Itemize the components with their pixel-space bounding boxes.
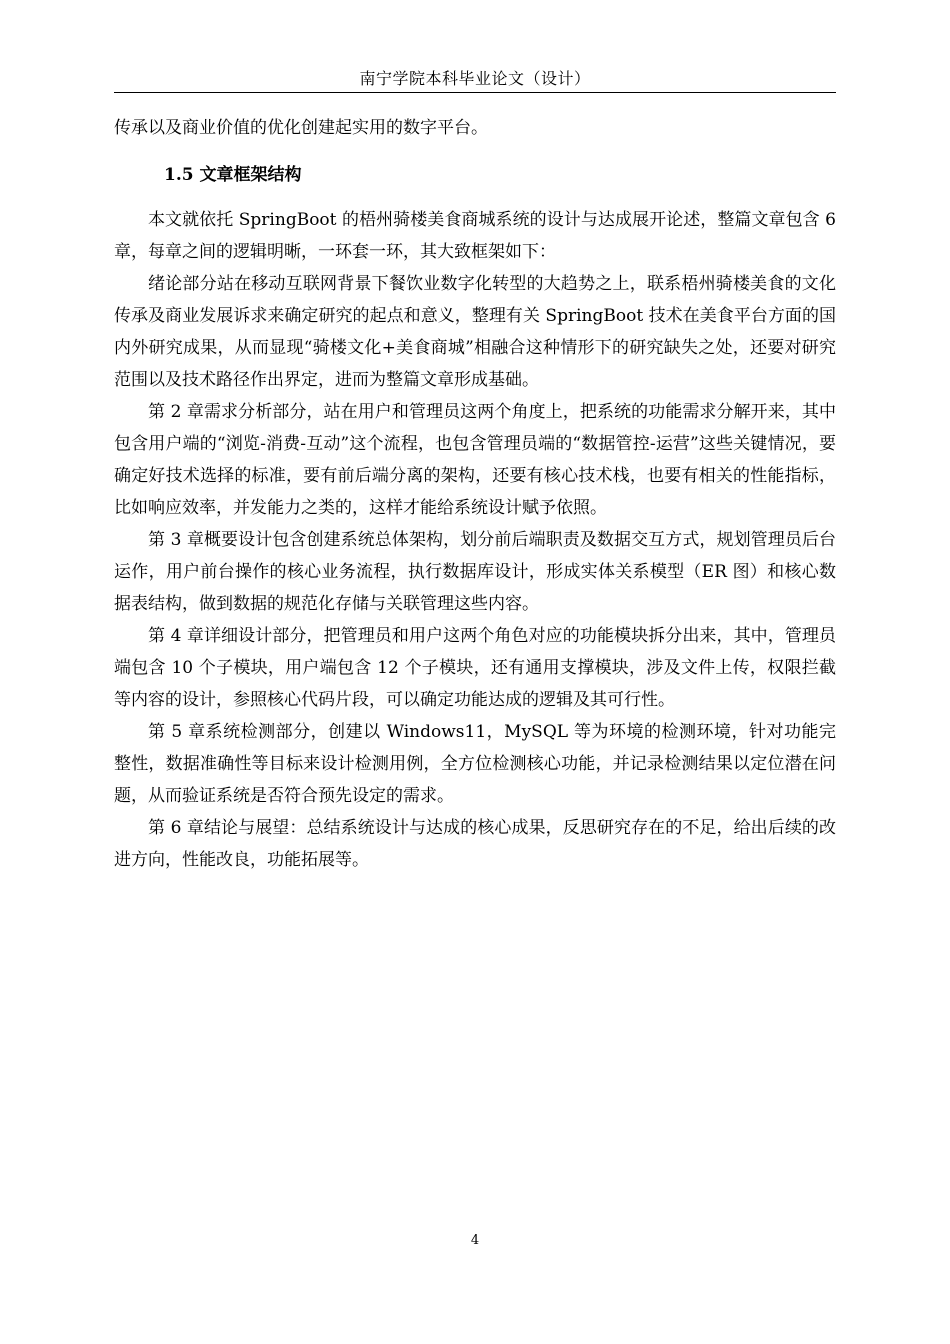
paragraph-chapter-5: 第 5 章系统检测部分，创建以 Windows11，MySQL 等为环境的检测环境，针对功能完整性，数据准确性等目标来设计检测用例，全方位检测核心功能，并记录检测结果以定位潜在问题，从而验证系统是否符合预先设定的需求。 xyxy=(114,722,836,806)
paragraph-chapter-4: 第 4 章详细设计部分，把管理员和用户这两个角色对应的功能模块拆分出来，其中，管理员端包含 10 个子模块，用户端包含 12 个子模块，还有通用支撑模块，涉及文件上传，权限拦截等内容的设计，参照核心代码片段，可以确定功能达成的逻辑及其可行性。 xyxy=(114,626,836,710)
paragraph-chapter-1: 绪论部分站在移动互联网背景下餐饮业数字化转型的大趋势之上，联系梧州骑楼美食的文化传承及商业发展诉求来确定研究的起点和意义，整理有关 SpringBoot 技术在美食平台方面的国内外研究成果，从而显现“骑楼文化+美食商城”相融合这种情形下的研究缺失之处，还要对研究范围以及技术路径作出界定，进而为整篇文章形成基础。 xyxy=(114,274,836,390)
paragraph-intro: 本文就依托 SpringBoot 的梧州骑楼美食商城系统的设计与达成展开论述，整篇文章包含 6 章，每章之间的逻辑明晰，一环套一环，其大致框架如下： xyxy=(114,210,836,262)
page-header xyxy=(114,66,836,93)
page-number: 4 xyxy=(470,1233,480,1248)
paragraph-chapter-2: 第 2 章需求分析部分，站在用户和管理员这两个角度上，把系统的功能需求分解开来，其中包含用户端的“浏览-消费-互动”这个流程，也包含管理员端的“数据管控-运营”这些关键情况，要确定好技术选择的标准，要有前后端分离的架构，还要有核心技术栈，也要有相关的性能指标，比如响应效率，并发能力之类的，这样才能给系统设计赋予依照。 xyxy=(114,402,836,518)
continuation-paragraph: 传承以及商业价值的优化创建起实用的数字平台。 xyxy=(114,118,488,138)
page-body xyxy=(114,112,836,876)
paragraph-chapter-6: 第 6 章结论与展望：总结系统设计与达成的核心成果，反思研究存在的不足，给出后续的改进方向，性能改良，功能拓展等。 xyxy=(114,818,836,870)
paragraph-chapter-3: 第 3 章概要设计包含创建系统总体架构，划分前后端职责及数据交互方式，规划管理员后台运作，用户前台操作的核心业务流程，执行数据库设计，形成实体关系模型（ER 图）和核心数据表结构，做到数据的规范化存储与关联管理这些内容。 xyxy=(114,530,836,614)
header-title: 南宁学院本科毕业论文（设计） xyxy=(359,69,591,88)
section-heading: 1.5 文章框架结构 xyxy=(164,165,302,185)
